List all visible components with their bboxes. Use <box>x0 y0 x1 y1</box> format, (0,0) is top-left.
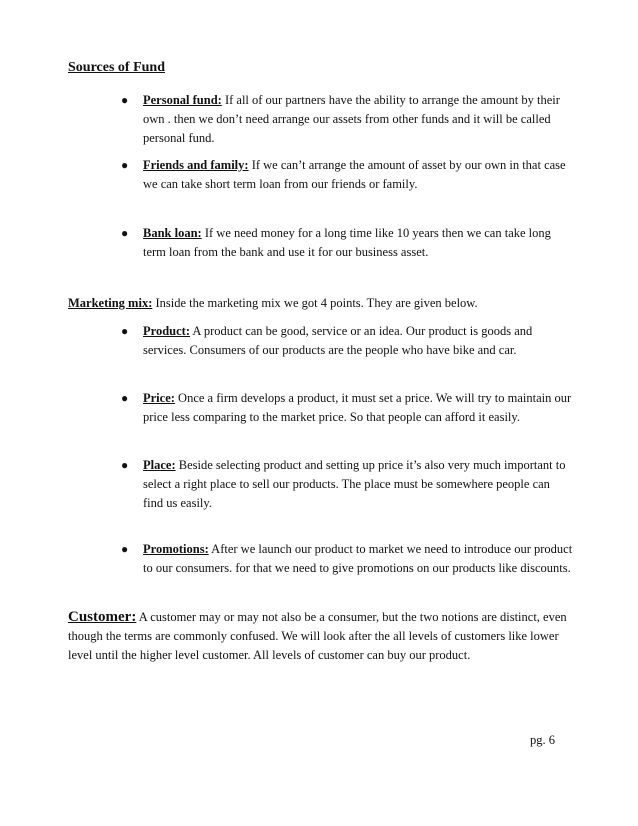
item-text: If we need money for a long time like 10 years then we can take long term loan from the bank and use it for our business asset. <box>143 226 551 259</box>
item-label: Product: <box>143 324 190 338</box>
bullet-icon: ● <box>121 391 129 405</box>
item-label: Friends and family: <box>143 158 249 172</box>
list-item-place <box>121 456 573 513</box>
list-item-personal-fund <box>121 91 573 148</box>
item-label: Bank loan: <box>143 226 202 240</box>
bullet-icon: ● <box>121 324 129 338</box>
item-label: Promotions: <box>143 542 209 556</box>
customer-label: Customer: <box>68 609 137 625</box>
list-item-bank-loan <box>121 224 573 262</box>
item-label: Place: <box>143 458 176 472</box>
list-item-product <box>121 322 573 360</box>
page-number: pg. 6 <box>530 733 555 747</box>
list-item-price <box>121 389 573 427</box>
bullet-icon: ● <box>121 458 129 472</box>
bullet-icon: ● <box>121 226 129 240</box>
customer-text: A customer may or may not also be a consumer, but the two notions are distinct, even though the terms are commonly confused. We will look after the all levels of customers like lower level until the higher level customer. All levels of customer can buy our product. <box>68 610 567 662</box>
list-item-promotions <box>121 540 573 578</box>
marketing-mix-intro <box>68 294 578 313</box>
bullet-icon: ● <box>121 542 129 556</box>
item-text: If all of our partners have the ability to arrange the amount by their own . then we don’t need arrange our assets from other funds and it will be called personal fund. <box>143 93 560 145</box>
item-text: If we can’t arrange the amount of asset by our own in that case we can take short term loan from our friends or family. <box>143 158 566 191</box>
section-title-sources-of-fund: Sources of Fund <box>68 60 165 75</box>
item-text: Once a firm develops a product, it must set a price. We will try to maintain our price less comparing to the market price. So that people can afford it easily. <box>143 391 572 424</box>
list-item-friends-family <box>121 156 573 194</box>
item-label: Price: <box>143 391 175 405</box>
item-text: After we launch our product to market we need to introduce our product to our consumers. for that we need to give promotions on our products like discounts. <box>143 542 573 575</box>
marketing-mix-label: Marketing mix: <box>68 296 153 310</box>
bullet-icon: ● <box>121 158 129 172</box>
marketing-mix-text: Inside the marketing mix we got 4 points. They are given below. <box>152 296 478 310</box>
bullet-icon: ● <box>121 93 129 107</box>
item-label: Personal fund: <box>143 93 222 107</box>
item-text: A product can be good, service or an idea. Our product is goods and services. Consumers of our products are the people who have bike and car. <box>143 324 533 357</box>
customer-paragraph <box>68 608 578 665</box>
item-text: Beside selecting product and setting up price it’s also very much important to select a right place to sell our products. The place must be somewhere people can find us easily. <box>143 458 566 510</box>
